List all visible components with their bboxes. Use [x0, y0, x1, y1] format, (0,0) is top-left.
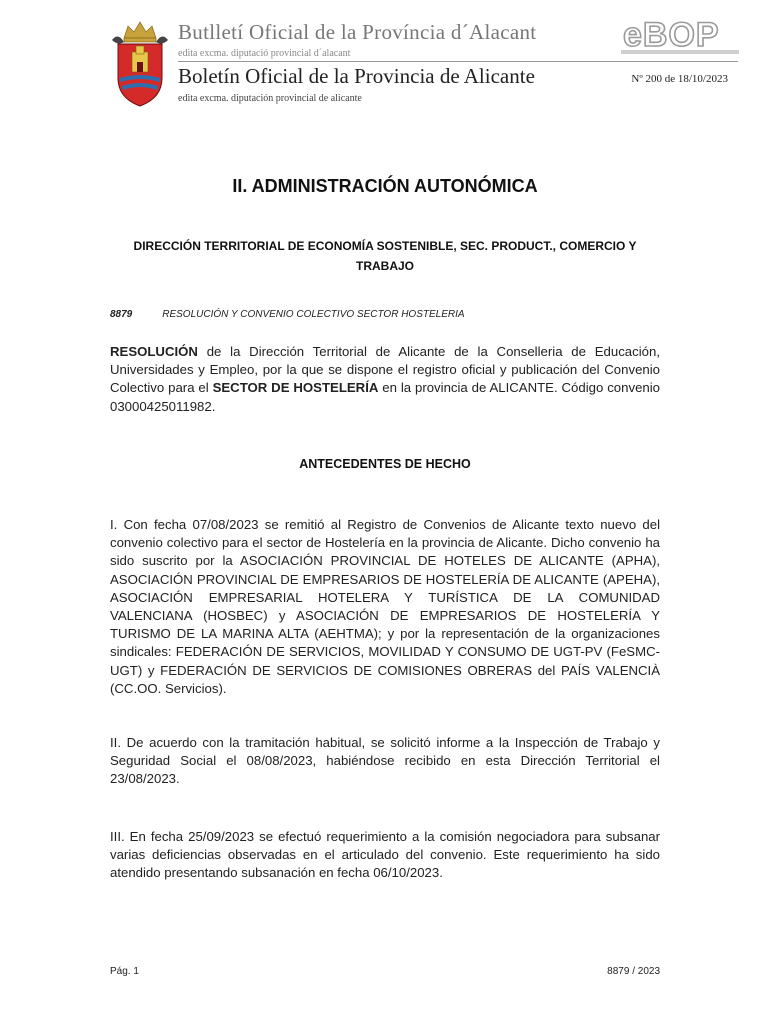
header-title-spanish: Boletín Oficial de la Provincia de Alicante [178, 64, 535, 88]
antecedentes-heading: ANTECEDENTES DE HECHO [299, 457, 471, 471]
header-subtitle-valencian: edita excma. diputació provincial d´alacant [178, 48, 351, 59]
entry-title: RESOLUCIÓN Y CONVENIO COLECTIVO SECTOR HOSTELERIA [162, 309, 465, 320]
resolution-text-2: en la provincia de ALICANTE. Código convenio 03000425011982. [110, 380, 661, 414]
entry-number: 8879 [110, 309, 133, 320]
section-title: II. ADMINISTRACIÓN AUTONÓMICA [232, 176, 538, 196]
document-reference: 8879 / 2023 [607, 966, 660, 977]
paragraph-i: I. Con fecha 07/08/2023 se remitió al Registro de Convenios de Alicante texto nuevo del convenio colectivo para el sector de Hostelería en la provincia de Alicante. Dicho convenio ha sido suscrito por la ASOCIACIÓN PROVINCIAL DE HOTELES DE ALICANTE (APHA), ASOCIACIÓN PROVINCIAL DE EMPRESARIOS DE HOSTELERÍA DE ALICANTE (APEHA), ASOCIACIÓN EMPRESARIAL HOTELERA Y TURÍSTICA DE LA COMUNIDAD VALENCIANA (HOSBEC) y ASOCIACIÓN DE EMPRESARIOS DE HOSTELERÍA Y TURISMO DE LA MARINA ALTA (AEHTMA); y por la representación de la organizaciones sindicales: FEDERACIÓN DE SERVICIOS, MOVILIDAD Y CONSUMO DE UGT-PV (FeSMC-UGT) y FEDERACIÓN DE SERVICIOS DE COMISIONES OBRERAS del PAÍS VALENCIÀ (CC.OO. Servicios). [110, 517, 660, 696]
entry-line [110, 309, 465, 320]
header-title-valencian: Butlletí Oficial de la Província d´Alacant [178, 20, 537, 44]
coat-of-arms-icon [110, 18, 170, 108]
page-number: Pág. 1 [110, 966, 139, 977]
ebop-logo [621, 14, 739, 56]
header-subtitle-spanish: edita excma. diputación provincial de alicante [178, 93, 362, 104]
resolution-paragraph [110, 343, 660, 416]
issue-number: Nº 200 de 18/10/2023 [631, 73, 728, 85]
paragraph-ii: II. De acuerdo con la tramitación habitual, se solicitó informe a la Inspección de Trabajo y Seguridad Social el 08/08/2023, habiéndose recibido en esta Dirección Territorial el 23/08/2023. [110, 735, 660, 787]
resolution-sector: SECTOR DE HOSTELERÍA [212, 380, 379, 396]
resolution-text-1: de la Dirección Territorial de Alicante de la Conselleria de Educación, Universidades y Empleo, por la que se dispone el registro oficial y publicación del Convenio Colectivo para el [110, 344, 660, 396]
paragraph-iii: III. En fecha 25/09/2023 se efectuó requerimiento a la comisión negociadora para subsanar varias deficiencias observadas en el articulado del convenio. Este requerimiento ha sido atendido presentando subsanación en fecha 06/10/2023. [110, 829, 660, 881]
header-divider [178, 61, 738, 62]
ebop-logo-text: eBOP [623, 16, 720, 54]
department-name: DIRECCIÓN TERRITORIAL DE ECONOMÍA SOSTENIBLE, SEC. PRODUCT., COMERCIO Y TRABAJO [133, 239, 637, 273]
resolution-bold-start: RESOLUCIÓN [110, 344, 198, 359]
